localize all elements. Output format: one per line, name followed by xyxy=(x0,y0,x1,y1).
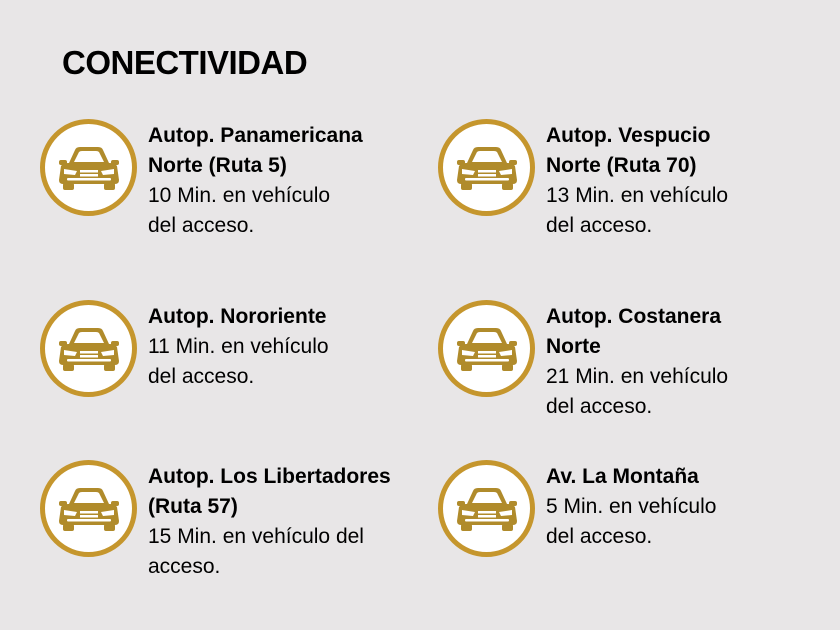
route-name xyxy=(546,121,728,181)
route-time-line: del acceso. xyxy=(546,525,653,548)
route-time-line: del acceso. xyxy=(148,365,255,388)
route-time-line: 15 Min. en vehículo del xyxy=(148,525,364,548)
route-time-line: 13 Min. en vehículo xyxy=(546,184,729,207)
car-icon-badge xyxy=(40,300,137,397)
route-name-line: Autop. Costanera xyxy=(546,305,722,328)
route-time xyxy=(546,181,728,241)
car-icon xyxy=(53,144,125,192)
car-icon xyxy=(53,325,125,373)
route-name-line: Av. La Montaña xyxy=(546,465,699,488)
route-name-line: Autop. Nororiente xyxy=(148,305,327,328)
route-name-line: Norte (Ruta 70) xyxy=(546,154,697,177)
route-name-line: Autop. Vespucio xyxy=(546,124,711,147)
route-name-line: Autop. Panamericana xyxy=(148,124,363,147)
car-icon-badge xyxy=(40,119,137,216)
route-time-line: 11 Min. en vehículo xyxy=(148,335,329,358)
car-icon xyxy=(451,325,523,373)
car-icon-badge xyxy=(438,300,535,397)
route-time-line: del acceso. xyxy=(148,214,255,237)
route-name xyxy=(546,302,728,362)
route-time-line: 5 Min. en vehículo xyxy=(546,495,717,518)
car-icon xyxy=(451,485,523,533)
route-name-line: Norte (Ruta 5) xyxy=(148,154,287,177)
route-name xyxy=(148,302,329,332)
route-time-line: 21 Min. en vehículo xyxy=(546,365,729,388)
route-time-line: del acceso. xyxy=(546,214,653,237)
car-icon-badge xyxy=(438,460,535,557)
route-time-line: del acceso. xyxy=(546,395,653,418)
route-name xyxy=(148,462,391,522)
route-time xyxy=(546,362,728,422)
route-time xyxy=(148,181,363,241)
page-title: CONECTIVIDAD xyxy=(62,44,308,81)
car-icon-badge xyxy=(40,460,137,557)
car-icon-badge xyxy=(438,119,535,216)
route-name xyxy=(546,462,716,492)
route-name-line: Autop. Los Libertadores xyxy=(148,465,391,488)
route-time xyxy=(148,522,391,582)
route-time-line: acceso. xyxy=(148,555,221,578)
car-icon xyxy=(451,144,523,192)
car-icon xyxy=(53,485,125,533)
route-time-line: 10 Min. en vehículo xyxy=(148,184,331,207)
route-time xyxy=(148,332,329,392)
route-time xyxy=(546,492,716,552)
route-name-line: Norte xyxy=(546,335,601,358)
route-name xyxy=(148,121,363,181)
route-name-line: (Ruta 57) xyxy=(148,495,238,518)
